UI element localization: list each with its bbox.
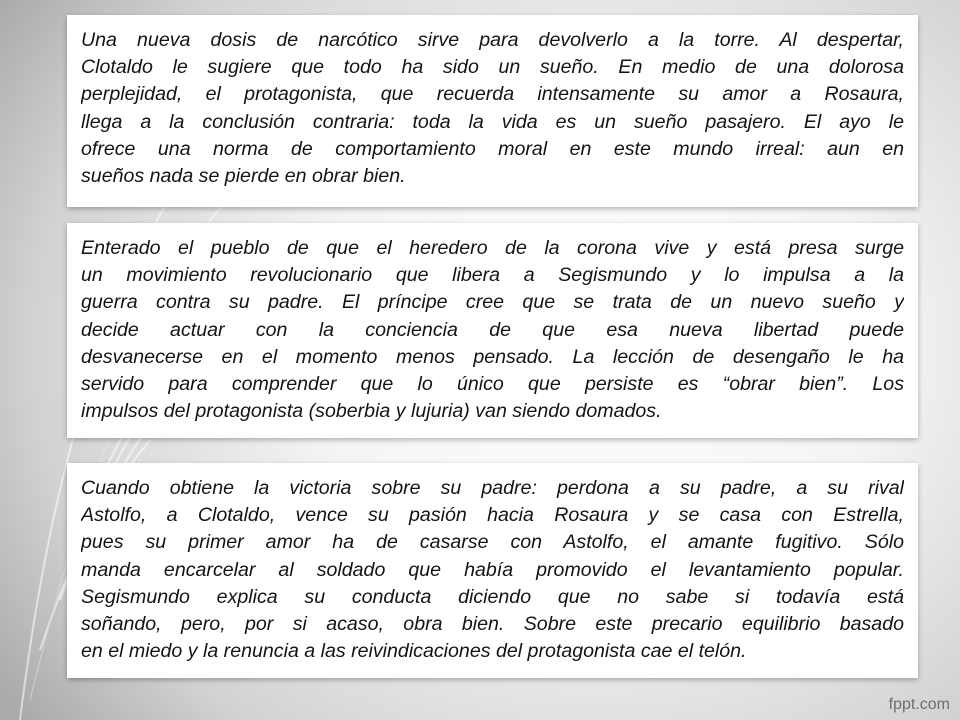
paragraph-3-line: soñando, pero, por si acaso, obra bien. Sobre este precario equilibrio basado: [81, 612, 904, 635]
text-panel-2: [67, 223, 918, 438]
paragraph-2-line: decide actuar con la conciencia de que esa nueva libertad puede: [81, 318, 904, 341]
paragraph-2-line: Enterado el pueblo de que el heredero de la corona vive y está presa surge: [81, 237, 904, 259]
paragraph-3-line: pues su primer amor ha de casarse con Astolfo, el amante fugitivo. Sólo: [81, 531, 904, 554]
paragraph-1-line: sueños nada se pierde en obrar bien.: [81, 164, 406, 187]
paragraph-1-line: Clotaldo le sugiere que todo ha sido un sueño. En medio de una dolorosa: [81, 56, 904, 79]
paragraph-1-line: llega a la conclusión contraria: toda la vida es un sueño pasajero. El ayo le: [81, 110, 904, 133]
paragraph-2-line: guerra contra su padre. El príncipe cree que se trata de un nuevo sueño y: [81, 291, 904, 314]
paragraph-1-line: perplejidad, el protagonista, que recuerda intensamente su amor a Rosaura,: [81, 83, 904, 106]
paragraph-3-line: en el miedo y la renuncia a las reivindicaciones del protagonista cae el telón.: [81, 640, 747, 663]
watermark: fppt.com: [888, 696, 950, 713]
text-panel-1: [67, 15, 918, 207]
paragraph-2-line: servido para comprender que lo único que persiste es “obrar bien”. Los: [81, 372, 904, 395]
paragraph-3-line: manda encarcelar al soldado que había promovido el levantamiento popular.: [81, 558, 904, 581]
text-panel-3: [67, 463, 918, 678]
paragraph-3-line: Cuando obtiene la victoria sobre su padre: perdona a su padre, a su rival: [81, 477, 904, 499]
paragraph-2-line: desvanecerse en el momento menos pensado. La lección de desengaño le ha: [81, 345, 904, 368]
paragraph-2-line: un movimiento revolucionario que libera a Segismundo y lo impulsa a la: [81, 264, 904, 287]
paragraph-1-line: Una nueva dosis de narcótico sirve para devolverlo a la torre. Al despertar,: [81, 29, 904, 51]
paragraph-1-line: ofrece una norma de comportamiento moral en este mundo irreal: aun en: [81, 137, 904, 160]
paragraph-2-line: impulsos del protagonista (soberbia y lujuria) van siendo domados.: [81, 400, 662, 423]
paragraph-3-line: Astolfo, a Clotaldo, vence su pasión hacia Rosaura y se casa con Estrella,: [81, 504, 904, 527]
paragraph-3-line: Segismundo explica su conducta diciendo que no sabe si todavía está: [81, 585, 904, 608]
